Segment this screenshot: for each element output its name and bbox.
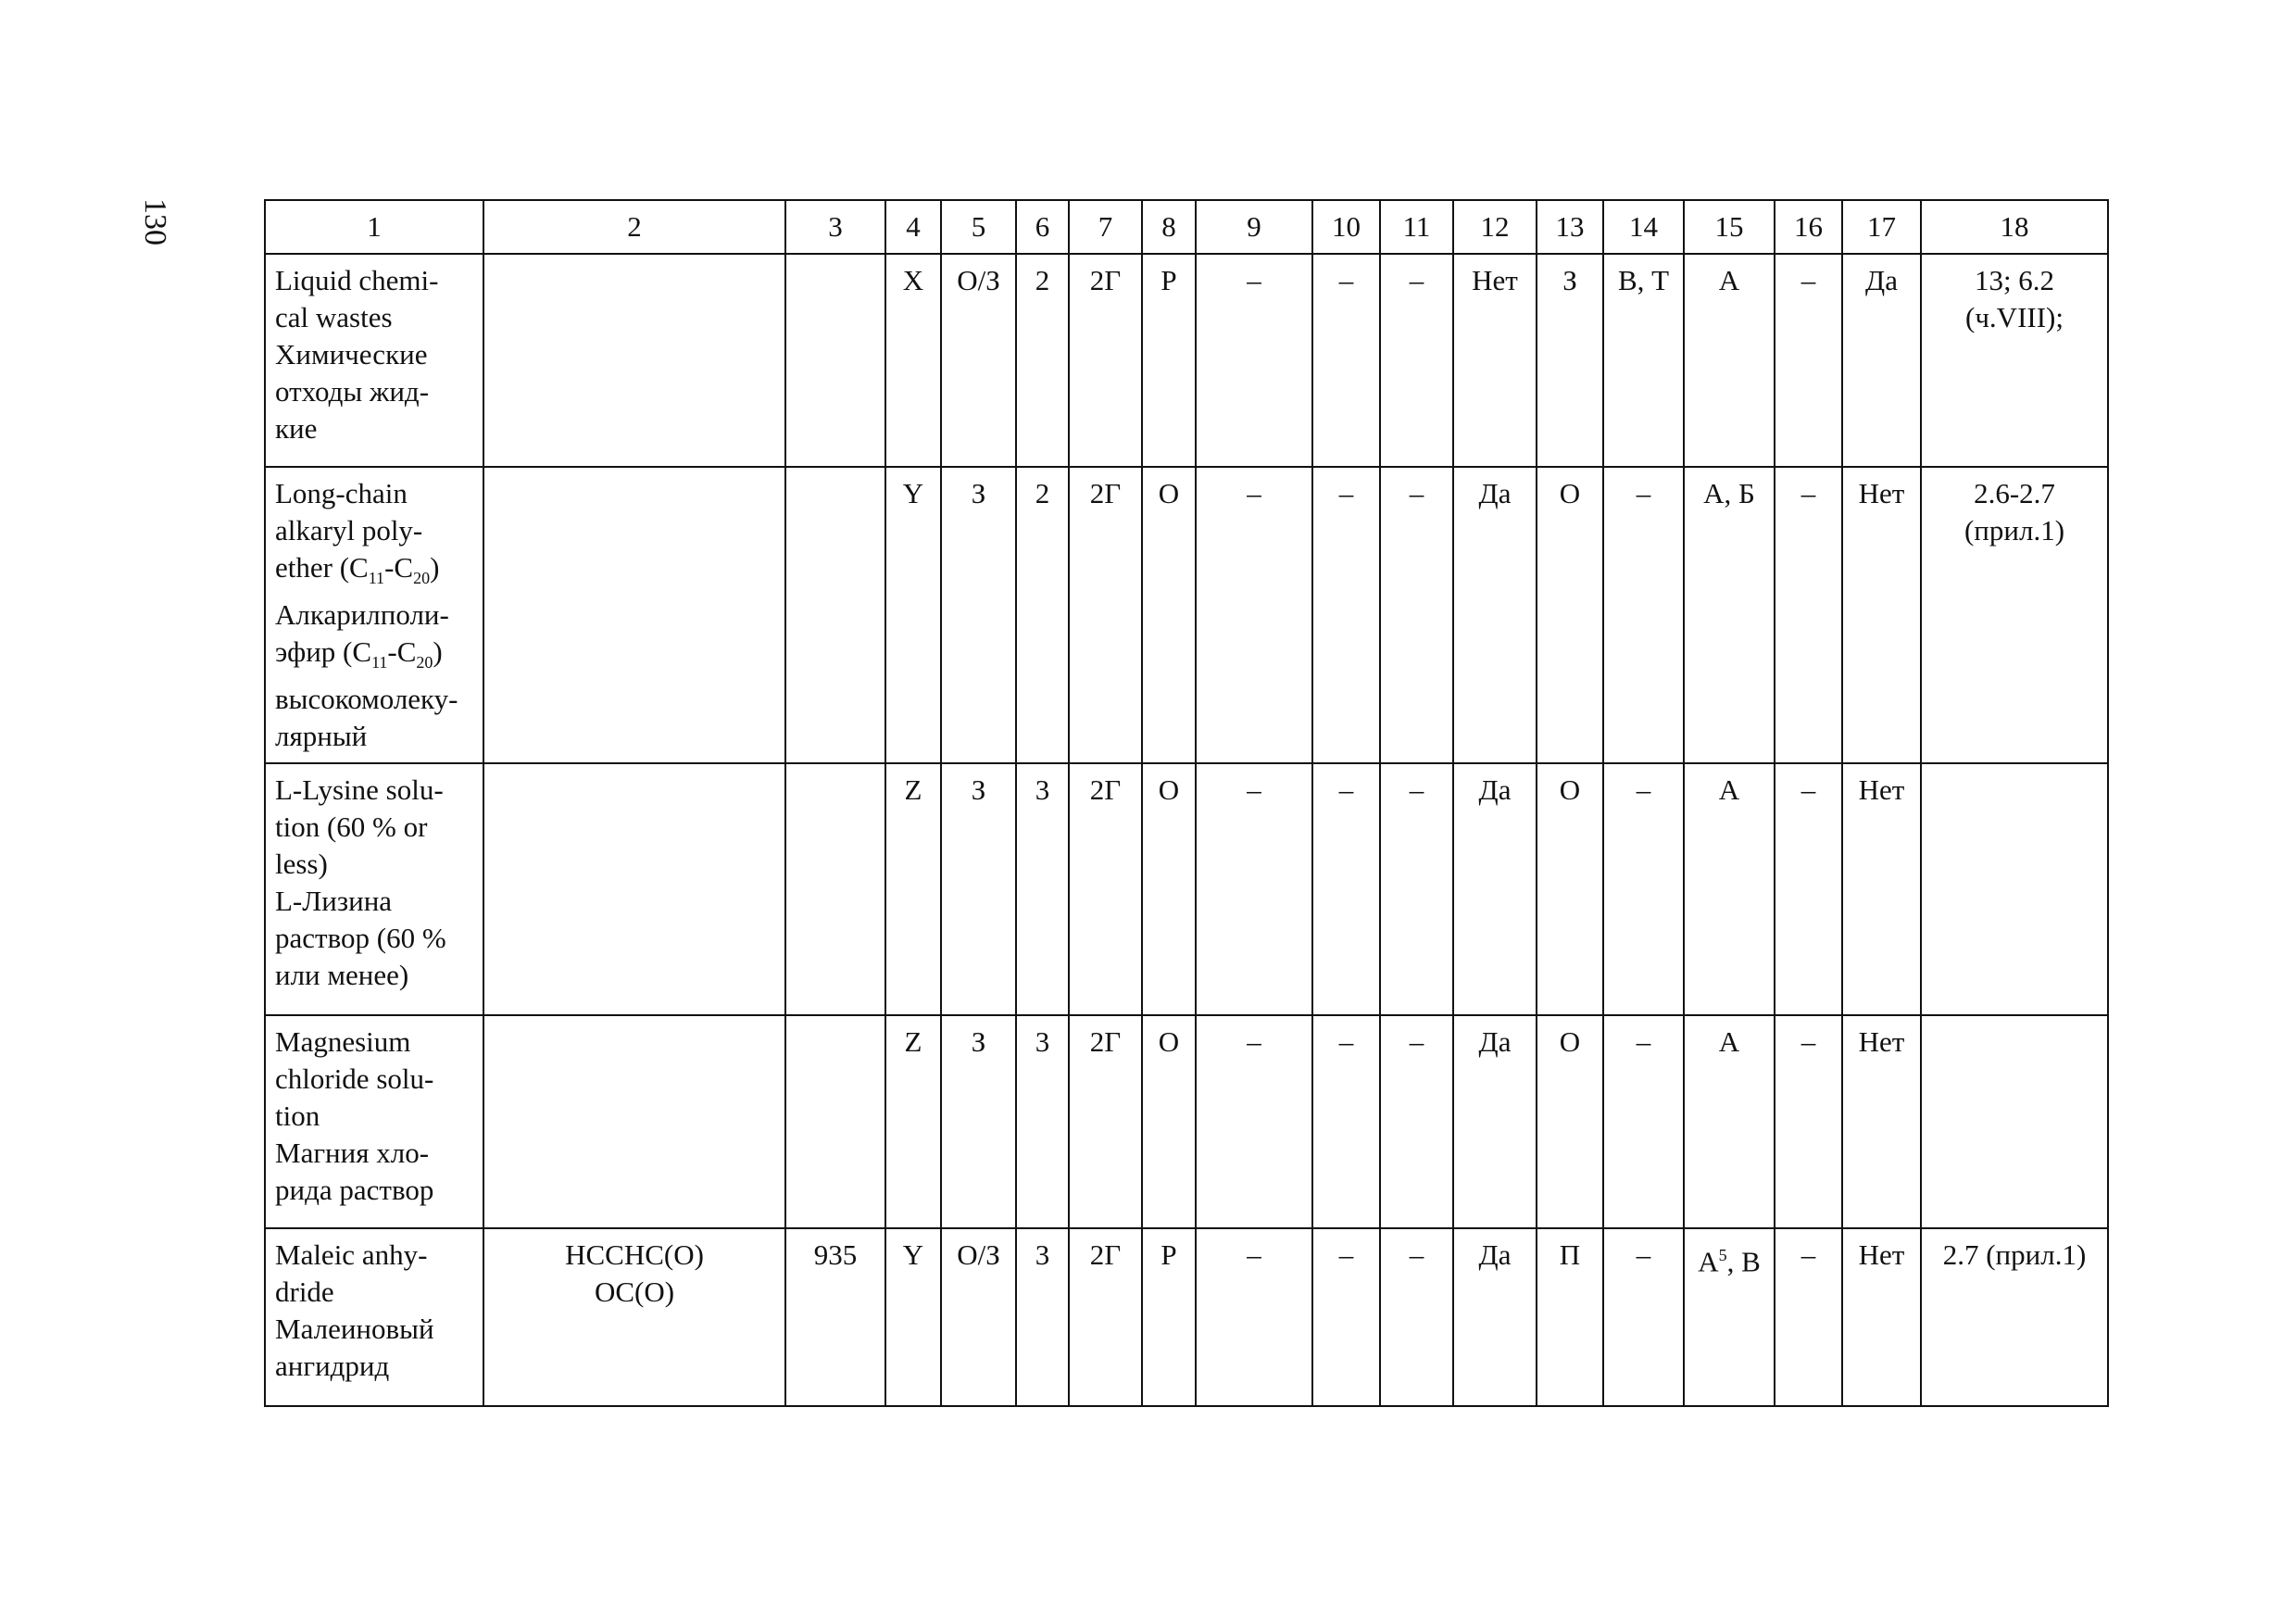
cell-col10: – [1312,1228,1380,1406]
product-name-line: отходы жид- [275,375,430,408]
product-name-cell [265,467,483,763]
cell-col13: О [1537,1015,1603,1228]
reference-line: 13; 6.2 [1974,264,2055,296]
cell-col15: А [1684,254,1775,467]
product-name-line: L-Лизина [275,885,393,918]
product-name-line: L-Lysine solu- [275,773,444,807]
product-name-line: лярный [275,720,368,753]
cell-col11: – [1380,1228,1453,1406]
product-name-cell [265,254,483,467]
cell-col5: О/З [941,1228,1016,1406]
cell-col14: – [1603,763,1684,1015]
header-row [265,200,2108,254]
formula-cell [483,1015,785,1228]
column-header: 4 [885,200,941,254]
cell-col14: – [1603,1015,1684,1228]
product-name-line: раствор (60 % [275,922,446,955]
cell-col4: Z [885,1015,941,1228]
cell-col15: А [1684,763,1775,1015]
cell-col10: – [1312,467,1380,763]
product-name-line: chloride solu- [275,1062,434,1096]
product-name-line [275,549,477,597]
cell-col14: – [1603,1228,1684,1406]
cell-col8: Р [1142,254,1196,467]
column-header: 13 [1537,200,1603,254]
cargo-table [264,199,2109,1407]
product-name-line: cal wastes [275,301,393,333]
reference-line: (прил.1) [1964,514,2065,547]
cell-col9: – [1196,1228,1312,1406]
formula-cell [483,254,785,467]
cell-col11: – [1380,467,1453,763]
subscript: 20 [413,569,431,588]
cell-col4: Y [885,1228,941,1406]
subscript: 11 [371,653,388,672]
column-header: 18 [1921,200,2108,254]
column-header: 16 [1775,200,1842,254]
cell-col3 [785,763,885,1015]
cell-col13: П [1537,1228,1603,1406]
product-name-line: dride [275,1275,334,1309]
table-row [265,763,2108,1015]
cell-col15 [1684,1228,1775,1406]
product-name-cell [265,763,483,1015]
reference-line: 2.7 (прил.1) [1942,1238,2087,1272]
column-header: 15 [1684,200,1775,254]
column-header: 6 [1016,200,1069,254]
cell-col12: Нет [1453,254,1537,467]
formula-line: HCCHC(O) [565,1238,704,1272]
column-header: 10 [1312,200,1380,254]
cell-col5: З [941,467,1016,763]
page-number: 130 [138,198,172,245]
cell-col11: – [1380,1015,1453,1228]
cell-col17: Нет [1842,1015,1921,1228]
product-name-cell [265,1228,483,1406]
product-name-line: кие [275,412,318,445]
cell-col18 [1921,1015,2108,1228]
table-row [265,467,2108,763]
cell-col14: – [1603,467,1684,763]
product-name-line: Long-chain [275,477,408,509]
cell-col18 [1921,763,2108,1015]
column-header: 7 [1069,200,1142,254]
column-header: 2 [483,200,785,254]
column-header: 8 [1142,200,1196,254]
product-name-line: tion (60 % or [275,810,428,844]
cell-col9: – [1196,763,1312,1015]
superscript: 5 [1718,1246,1727,1265]
cell-col17: Да [1842,254,1921,467]
cell-col3: 935 [785,1228,885,1406]
cell-col11: – [1380,254,1453,467]
cell-col8: О [1142,763,1196,1015]
product-name-line [275,634,477,681]
cell-col18 [1921,1228,2108,1406]
cell-col8: Р [1142,1228,1196,1406]
cell-col6: 3 [1016,1015,1069,1228]
cell-col17: Нет [1842,1228,1921,1406]
cell-col12: Да [1453,467,1537,763]
product-name-line: или менее) [275,959,409,992]
table-row [265,1015,2108,1228]
cell-col10: – [1312,254,1380,467]
cell-col7: 2Г [1069,1228,1142,1406]
table-row [265,1228,2108,1406]
cell-col5: З [941,763,1016,1015]
cell-col5: З [941,1015,1016,1228]
cell-col18 [1921,467,2108,763]
name-text: ) [430,551,440,584]
cell-col9: – [1196,467,1312,763]
cell-col7: 2Г [1069,763,1142,1015]
formula-line: OC(O) [594,1275,675,1309]
product-name-cell [265,1015,483,1228]
cell-col4: Y [885,467,941,763]
cell-col9: – [1196,254,1312,467]
column-header: 1 [265,200,483,254]
name-text: эфир (С [275,635,372,669]
product-name-line: Алкарилполи- [275,598,449,632]
product-name-line: less) [275,848,328,881]
cell-col10: – [1312,763,1380,1015]
product-name-line: ангидрид [275,1350,390,1383]
cell-text: , В [1726,1245,1761,1278]
cell-col14: В, Т [1603,254,1684,467]
cell-col12: Да [1453,763,1537,1015]
cell-col13: З [1537,254,1603,467]
product-name-line: Maleic anhy- [275,1238,428,1272]
column-header: 11 [1380,200,1453,254]
cell-col10: – [1312,1015,1380,1228]
product-name-line: Магния хло- [275,1137,430,1170]
name-text: -С [387,635,417,669]
cell-col5: О/З [941,254,1016,467]
name-text: ether (C [275,551,369,584]
product-name-line: Малеиновый [275,1313,434,1346]
column-header: 3 [785,200,885,254]
column-header: 5 [941,200,1016,254]
column-header: 17 [1842,200,1921,254]
cell-col8: О [1142,1015,1196,1228]
cell-col6: 2 [1016,254,1069,467]
cell-col15: А, Б [1684,467,1775,763]
cell-col4: Z [885,763,941,1015]
product-name-line: Magnesium [275,1025,411,1059]
cell-col12: Да [1453,1015,1537,1228]
cell-col16: – [1775,254,1842,467]
cell-col6: 2 [1016,467,1069,763]
cell-col18 [1921,254,2108,467]
cell-col6: 3 [1016,763,1069,1015]
cell-col16: – [1775,467,1842,763]
column-header: 14 [1603,200,1684,254]
cell-col15: А [1684,1015,1775,1228]
formula-cell [483,467,785,763]
product-name-line: alkaryl poly- [275,514,423,547]
cell-col8: О [1142,467,1196,763]
formula-cell [483,1228,785,1406]
column-header: 12 [1453,200,1537,254]
cell-col7: 2Г [1069,1015,1142,1228]
name-text: -C [384,551,414,584]
cell-col11: – [1380,763,1453,1015]
subscript: 11 [368,569,385,588]
product-name-line: высокомолеку- [275,683,458,716]
cell-col9: – [1196,1015,1312,1228]
cell-col12: Да [1453,1228,1537,1406]
cell-col16: – [1775,1228,1842,1406]
cell-col7: 2Г [1069,467,1142,763]
cell-col17: Нет [1842,467,1921,763]
cell-text: А [1698,1245,1719,1278]
cell-col3 [785,467,885,763]
cell-col3 [785,1015,885,1228]
cell-col3 [785,254,885,467]
cell-col17: Нет [1842,763,1921,1015]
cell-col13: О [1537,467,1603,763]
formula-cell [483,763,785,1015]
subscript: 20 [416,653,433,672]
product-name-line: tion [275,1100,320,1133]
reference-line: 2.6-2.7 [1974,477,2055,509]
cell-col6: 3 [1016,1228,1069,1406]
cell-col4: X [885,254,941,467]
product-name-line: Химические [275,338,428,371]
table-row [265,254,2108,467]
cell-col7: 2Г [1069,254,1142,467]
reference-line: (ч.VIII); [1965,301,2064,333]
column-header: 9 [1196,200,1312,254]
cell-col16: – [1775,763,1842,1015]
cell-col13: О [1537,763,1603,1015]
name-text: ) [433,635,443,669]
product-name-line: рида раствор [275,1174,434,1207]
cell-col16: – [1775,1015,1842,1228]
product-name-line: Liquid chemi- [275,264,439,296]
